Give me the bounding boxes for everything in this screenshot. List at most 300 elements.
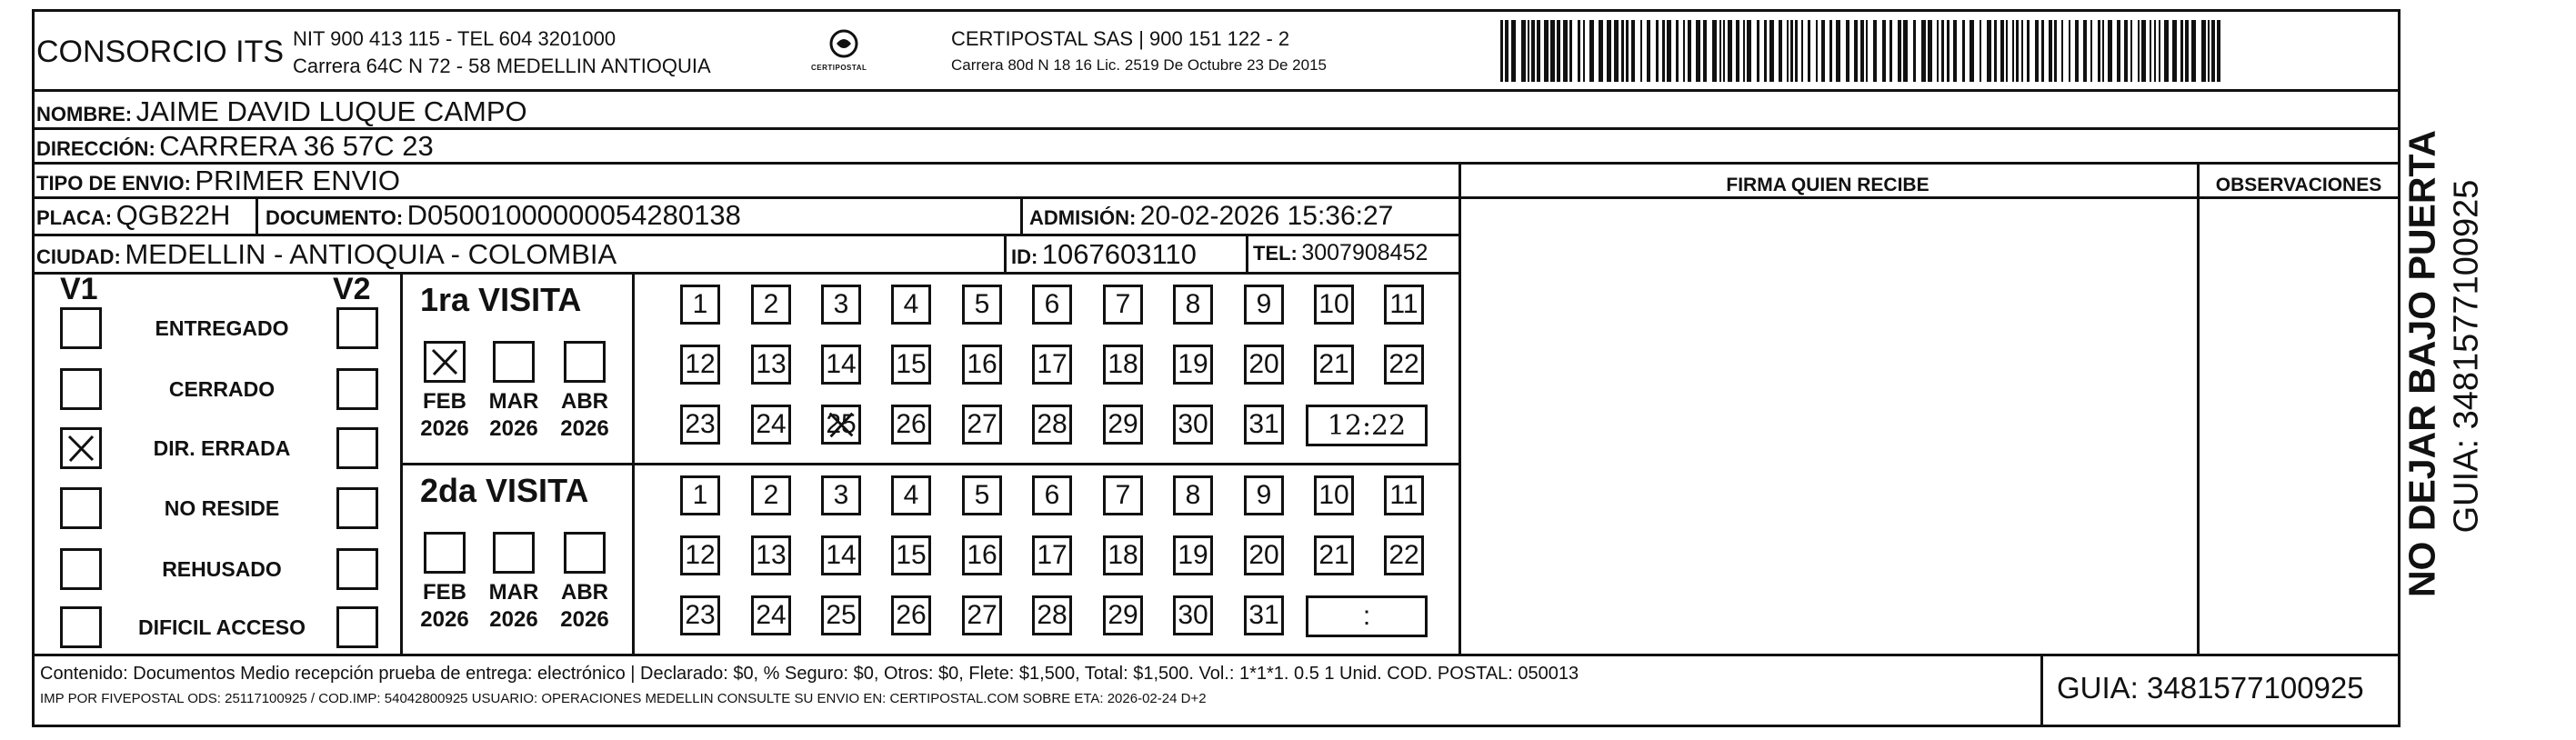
day-label: 8 [1185,289,1201,319]
address-row [36,130,434,163]
day-label: 20 [1248,540,1279,570]
certipostal-logo-icon [807,25,880,80]
day-label: 20 [1248,349,1279,379]
barcode-bar [1854,20,1858,82]
barcode-bar [1980,20,1981,82]
day-label: 1 [692,289,708,319]
shipping-label: TIPO DE ENVIO: [36,172,191,195]
plate-label: PLACA: [36,206,113,229]
signature-header: FIRMA QUIEN RECIBE [1726,175,1929,195]
day-label: 4 [903,289,919,319]
barcode-bar [1550,20,1555,82]
day-label: 7 [1115,480,1131,510]
company-name: CONSORCIO ITS [36,35,285,69]
v2-checkbox[interactable] [336,427,378,469]
logo-caption: CERTIPOSTAL [811,64,867,72]
name-row [36,95,527,128]
barcode-bar [2016,20,2019,82]
day-box[interactable] [1103,285,1143,325]
barcode-bar [2035,20,2039,82]
barcode-bar [1747,20,1751,82]
day-label: 25 [826,409,857,439]
shipping-type: PRIMER ENVIO [195,165,401,196]
day-label: 18 [1108,540,1138,570]
barcode-bar [1860,20,1864,82]
tel-label: TEL: [1253,242,1298,265]
day-label: 5 [974,289,990,319]
plate-value: QGB22H [115,199,231,231]
day-label: 21 [1318,540,1349,570]
day-label: 3 [833,480,849,510]
day-box[interactable] [1244,285,1284,325]
barcode-bar [1667,20,1671,82]
courier-line-1: CERTIPOSTAL SAS | 900 151 122 - 2 [951,27,1290,50]
company-line-2: Carrera 64C N 72 - 58 MEDELLIN ANTIOQUIA [293,55,711,77]
v1-checkbox[interactable] [60,368,102,410]
day-label: 23 [685,600,716,630]
day-box[interactable] [891,345,931,385]
barcode-bar [2138,20,2140,82]
barcode-bar [1614,20,1619,82]
status-label: NO RESIDE [164,496,280,520]
name-label: NOMBRE: [36,103,133,125]
day-label: 26 [896,600,927,630]
barcode-bar [1873,20,1877,82]
barcode-bar [1599,20,1603,82]
day-box[interactable] [1314,345,1354,385]
barcode-bar [2083,20,2087,82]
barcode-bar [1970,20,1974,82]
barcode-bar [2191,20,2196,82]
day-box[interactable] [1103,405,1143,445]
barcode-bar [1787,20,1789,82]
day-label: 11 [1389,289,1418,319]
city-row [36,238,616,271]
barcode-bar [2049,20,2052,82]
year-label: 2026 [420,416,469,441]
document-row [266,199,741,232]
day-box[interactable] [1032,405,1072,445]
day-box[interactable] [751,345,791,385]
barcode-bar [1790,20,1793,82]
recipient-address: CARRERA 36 57C 23 [159,130,434,162]
v2-checkbox[interactable] [336,487,378,529]
barcode-bar [2000,20,2004,82]
barcode-bar [1898,20,1901,82]
day-box[interactable] [680,405,720,445]
day-box[interactable] [1314,475,1354,515]
day-label: 19 [1178,540,1208,570]
day-box[interactable] [680,345,720,385]
day-box[interactable] [1173,285,1213,325]
barcode-bar [1994,20,1997,82]
month-checkbox[interactable] [424,341,466,383]
barcode-bar [1531,20,1535,82]
day-label: 15 [896,349,927,379]
day-box[interactable] [1173,345,1213,385]
visit-title: 2da VISITA [420,472,589,509]
day-label: 4 [903,480,919,510]
barcode-bar [2054,20,2057,82]
day-box[interactable] [962,475,1002,515]
barcode-bar [1808,20,1810,82]
barcode-bar [2098,20,2100,82]
day-box[interactable] [821,475,861,515]
barcode-bar [2150,20,2151,82]
day-label: 22 [1388,540,1419,570]
status-label: DIFICIL ACCESO [137,615,306,639]
day-box[interactable] [1384,475,1424,515]
barcode-bar [2021,20,2023,82]
barcode-bar [1764,20,1767,82]
day-check-mark [824,407,858,442]
barcode-bar [2141,20,2146,82]
barcode-bar [1569,20,1572,82]
month-checkbox[interactable] [493,341,535,383]
day-box[interactable] [1384,285,1424,325]
barcode-bar [1903,20,1908,82]
barcode-bar [1662,20,1665,82]
day-label: 27 [967,600,997,630]
day-box[interactable] [751,535,791,575]
day-box[interactable] [1314,285,1354,325]
day-box[interactable] [821,285,861,325]
visit-title: 1ra VISITA [420,281,582,318]
day-box[interactable] [1384,345,1424,385]
status-label: ENTREGADO [155,316,289,340]
courier-line-2: Carrera 80d N 18 16 Lic. 2519 De Octubre 23 De 2015 [951,56,1327,74]
month-label: MAR [488,580,539,605]
day-box[interactable] [821,405,861,445]
day-label: 30 [1178,600,1208,630]
day-label: 24 [756,409,787,439]
day-box[interactable] [821,535,861,575]
day-label: 12 [685,540,716,570]
barcode-bar [1947,20,1950,82]
day-box[interactable] [1173,405,1213,445]
day-label: 12 [685,349,716,379]
barcode-bar [2090,20,2092,82]
barcode-bar [1937,20,1939,82]
v1-checkbox[interactable] [60,487,102,529]
barcode-bar [1544,20,1549,82]
document-label: DOCUMENTO: [266,206,404,229]
day-box[interactable] [680,285,720,325]
barcode-bar [1757,20,1759,82]
day-label: 29 [1108,409,1138,439]
barcode-bar [1528,20,1529,82]
day-box[interactable] [1244,405,1284,445]
barcode-bar [2208,20,2210,82]
day-label: 10 [1318,480,1349,510]
barcode-bar [1795,20,1798,82]
day-label: 14 [826,540,857,570]
day-box[interactable] [1314,535,1354,575]
barcode-bar [2006,20,2008,82]
day-box[interactable] [751,405,791,445]
v1-checkbox[interactable] [60,606,102,648]
day-box[interactable] [1032,535,1072,575]
day-label: 3 [833,289,849,319]
barcode-bar [2159,20,2160,82]
barcode-bar [1736,20,1739,82]
day-label: 5 [974,480,990,510]
time-field[interactable] [1306,405,1428,446]
v2-label: V2 [333,272,371,306]
v1-label: V1 [60,272,98,306]
day-box[interactable] [751,475,791,515]
day-box[interactable] [1103,345,1143,385]
month-label: MAR [488,389,539,414]
barcode-bar [1941,20,1944,82]
time-value: 12:22 [1327,409,1407,442]
barcode-bar [1589,20,1594,82]
status-label: CERRADO [168,377,276,401]
time-field[interactable] [1306,595,1428,637]
day-label: 6 [1044,289,1060,319]
day-label: 28 [1037,600,1067,630]
v2-checkbox[interactable] [336,548,378,590]
barcode-bar [1557,20,1560,82]
day-box[interactable] [962,345,1002,385]
day-label: 13 [756,349,787,379]
v1-checkbox[interactable] [60,307,102,349]
day-label: 9 [1256,480,1272,510]
day-box[interactable] [891,475,931,515]
barcode-bar [1647,20,1650,82]
v2-checkbox[interactable] [336,368,378,410]
footer-guide: GUIA: 3481577100925 [2057,671,2364,705]
city-label: CIUDAD: [36,245,121,268]
barcode-bar [2102,20,2104,82]
barcode-bar [1962,20,1965,82]
barcode-bar [2117,20,2120,82]
day-box[interactable] [962,595,1002,635]
day-label: 15 [896,540,927,570]
day-box[interactable] [1173,475,1213,515]
day-label: 2 [763,289,779,319]
day-box[interactable] [891,535,931,575]
year-label: 2026 [560,416,609,441]
month-checkbox[interactable] [564,532,606,574]
barcode-bar [1656,20,1659,82]
barcode-bar [1696,20,1700,82]
barcode-bar [2012,20,2014,82]
v2-checkbox[interactable] [336,606,378,648]
day-box[interactable] [821,345,861,385]
year-label: 2026 [489,607,538,632]
v1-checkbox[interactable] [60,548,102,590]
barcode-bar [1829,20,1832,82]
barcode-bar [1511,20,1516,82]
side-warning: NO DEJAR BAJO PUERTA [2401,129,2443,598]
barcode-bar [2180,20,2183,82]
day-box[interactable] [1103,475,1143,515]
day-label: 29 [1108,600,1138,630]
month-checkbox[interactable] [564,341,606,383]
recipient-name: JAIME DAVID LUQUE CAMPO [135,95,527,127]
day-box[interactable] [1032,285,1072,325]
barcode-bar [1846,20,1849,82]
day-box[interactable] [891,285,931,325]
barcode-bar [2061,20,2063,82]
month-checkbox[interactable] [493,532,535,574]
barcode-bar [1563,20,1568,82]
day-box[interactable] [1103,535,1143,575]
barcode-bar [1801,20,1803,82]
barcode-bar [2185,20,2189,82]
v1-checkbox[interactable] [60,427,102,469]
day-label: 21 [1318,349,1349,379]
month-label: FEB [423,580,466,605]
day-box[interactable] [1032,345,1072,385]
barcode-bar [2041,20,2044,82]
day-label: 31 [1248,409,1279,439]
barcode-bar [2164,20,2169,82]
day-label: 2 [763,480,779,510]
barcode-bar [1640,20,1642,82]
barcode-bar [1688,20,1691,82]
city-value: MEDELLIN - ANTIOQUIA - COLOMBIA [125,238,617,270]
day-label: 18 [1108,349,1138,379]
id-label: ID: [1011,245,1038,268]
day-label: 9 [1256,289,1272,319]
day-box[interactable] [1244,535,1284,575]
barcode-bar [2108,20,2112,82]
barcode-bar [1583,20,1585,82]
day-label: 24 [756,600,787,630]
barcode-bar [1607,20,1611,82]
barcode-bar [1921,20,1926,82]
barcode-bar [1821,20,1825,82]
v2-checkbox[interactable] [336,307,378,349]
day-box[interactable] [962,285,1002,325]
barcode-bar [1626,20,1629,82]
barcode-bar [1913,20,1916,82]
barcode-bar [1816,20,1818,82]
barcode-bar [1712,20,1717,82]
content-line: Contenido: Documentos Medio recepción prueba de entrega: electrónico | Declarado: $0, % Seguro: $0, Otros: $0, Flete: $1,500, Total: $1,500. Vol.: 1*1*1. 0.5 1 Unid. COD. POSTAL: 050013 [40,664,1579,684]
barcode-bar [1836,20,1840,82]
barcode-bar [1779,20,1782,82]
status-label: DIR. ERRADA [153,436,291,460]
barcode-bar [1866,20,1868,82]
barcode-icon [1500,20,2228,82]
admission-value: 20-02-2026 15:36:27 [1139,201,1394,231]
id-row [1011,238,1197,271]
id-value: 1067603110 [1041,238,1197,270]
day-box[interactable] [1173,535,1213,575]
barcode-bar [1500,20,1503,82]
side-guide: GUIA: 3481577100925 [2447,179,2486,534]
day-label: 19 [1178,349,1208,379]
barcode-bar [2154,20,2156,82]
day-label: 17 [1037,349,1067,379]
day-box[interactable] [680,475,720,515]
barcode-bar [2211,20,2215,82]
day-label: 23 [685,409,716,439]
day-label: 16 [967,349,997,379]
barcode-bar [1683,20,1685,82]
status-label: REHUSADO [162,557,282,581]
day-label: 13 [756,540,787,570]
barcode-bar [2217,20,2220,82]
day-label: 16 [967,540,997,570]
day-label: 17 [1037,540,1067,570]
barcode-bar [1987,20,1991,82]
day-label: 10 [1318,289,1349,319]
barcode-bar [1621,20,1624,82]
day-box[interactable] [1032,475,1072,515]
barcode-bar [1521,20,1526,82]
barcode-bar [2130,20,2132,82]
day-box[interactable] [1244,595,1284,635]
day-box[interactable] [891,595,931,635]
barcode-bar [1953,20,1957,82]
day-box[interactable] [680,535,720,575]
day-box[interactable] [1384,535,1424,575]
day-box[interactable] [1173,595,1213,635]
barcode-bar [1728,20,1732,82]
day-label: 1 [692,480,708,510]
barcode-bar [1631,20,1635,82]
year-label: 2026 [420,607,469,632]
barcode-bar [2172,20,2177,82]
admission-label: ADMISIÓN: [1029,206,1137,229]
barcode-bar [1723,20,1725,82]
barcode-bar [1537,20,1540,82]
barcode-bar [2069,20,2070,82]
day-box[interactable] [1244,475,1284,515]
day-label: 11 [1389,480,1418,510]
barcode-bar [2027,20,2030,82]
day-box[interactable] [1103,595,1143,635]
barcode-bar [2124,20,2128,82]
company-line-1: NIT 900 413 115 - TEL 604 3201000 [293,27,616,50]
day-label: 6 [1044,480,1060,510]
day-label: 26 [896,409,927,439]
barcode-bar [1928,20,1932,82]
day-label: 7 [1115,289,1131,319]
day-box[interactable] [891,405,931,445]
month-label: ABR [561,389,608,414]
day-label: 8 [1185,480,1201,510]
day-box[interactable] [1032,595,1072,635]
day-box[interactable] [680,595,720,635]
barcode-bar [1703,20,1707,82]
day-box[interactable] [962,535,1002,575]
tel-row [1253,240,1428,266]
barcode-bar [1505,20,1509,82]
print-line: IMP POR FIVEPOSTAL ODS: 25117100925 / COD.IMP: 54042800925 USUARIO: OPERACIONES MEDELLIN CONSULTE SU ENVIO EN: CERTIPOSTAL.COM SOBRE ETA: 2026-02-24 D+2 [40,691,1207,706]
day-label: 14 [826,349,857,379]
day-box[interactable] [751,595,791,635]
year-label: 2026 [560,607,609,632]
day-box[interactable] [821,595,861,635]
barcode-bar [2075,20,2079,82]
barcode-bar [1719,20,1721,82]
day-label: 22 [1388,349,1419,379]
observations-header: OBSERVACIONES [2215,175,2382,195]
shipping-row [36,165,400,197]
barcode-bar [1743,20,1745,82]
day-box[interactable] [962,405,1002,445]
day-label: 25 [826,600,857,630]
plate-row [36,199,230,232]
month-checkbox[interactable] [424,532,466,574]
day-box[interactable] [751,285,791,325]
day-box[interactable] [1244,345,1284,385]
